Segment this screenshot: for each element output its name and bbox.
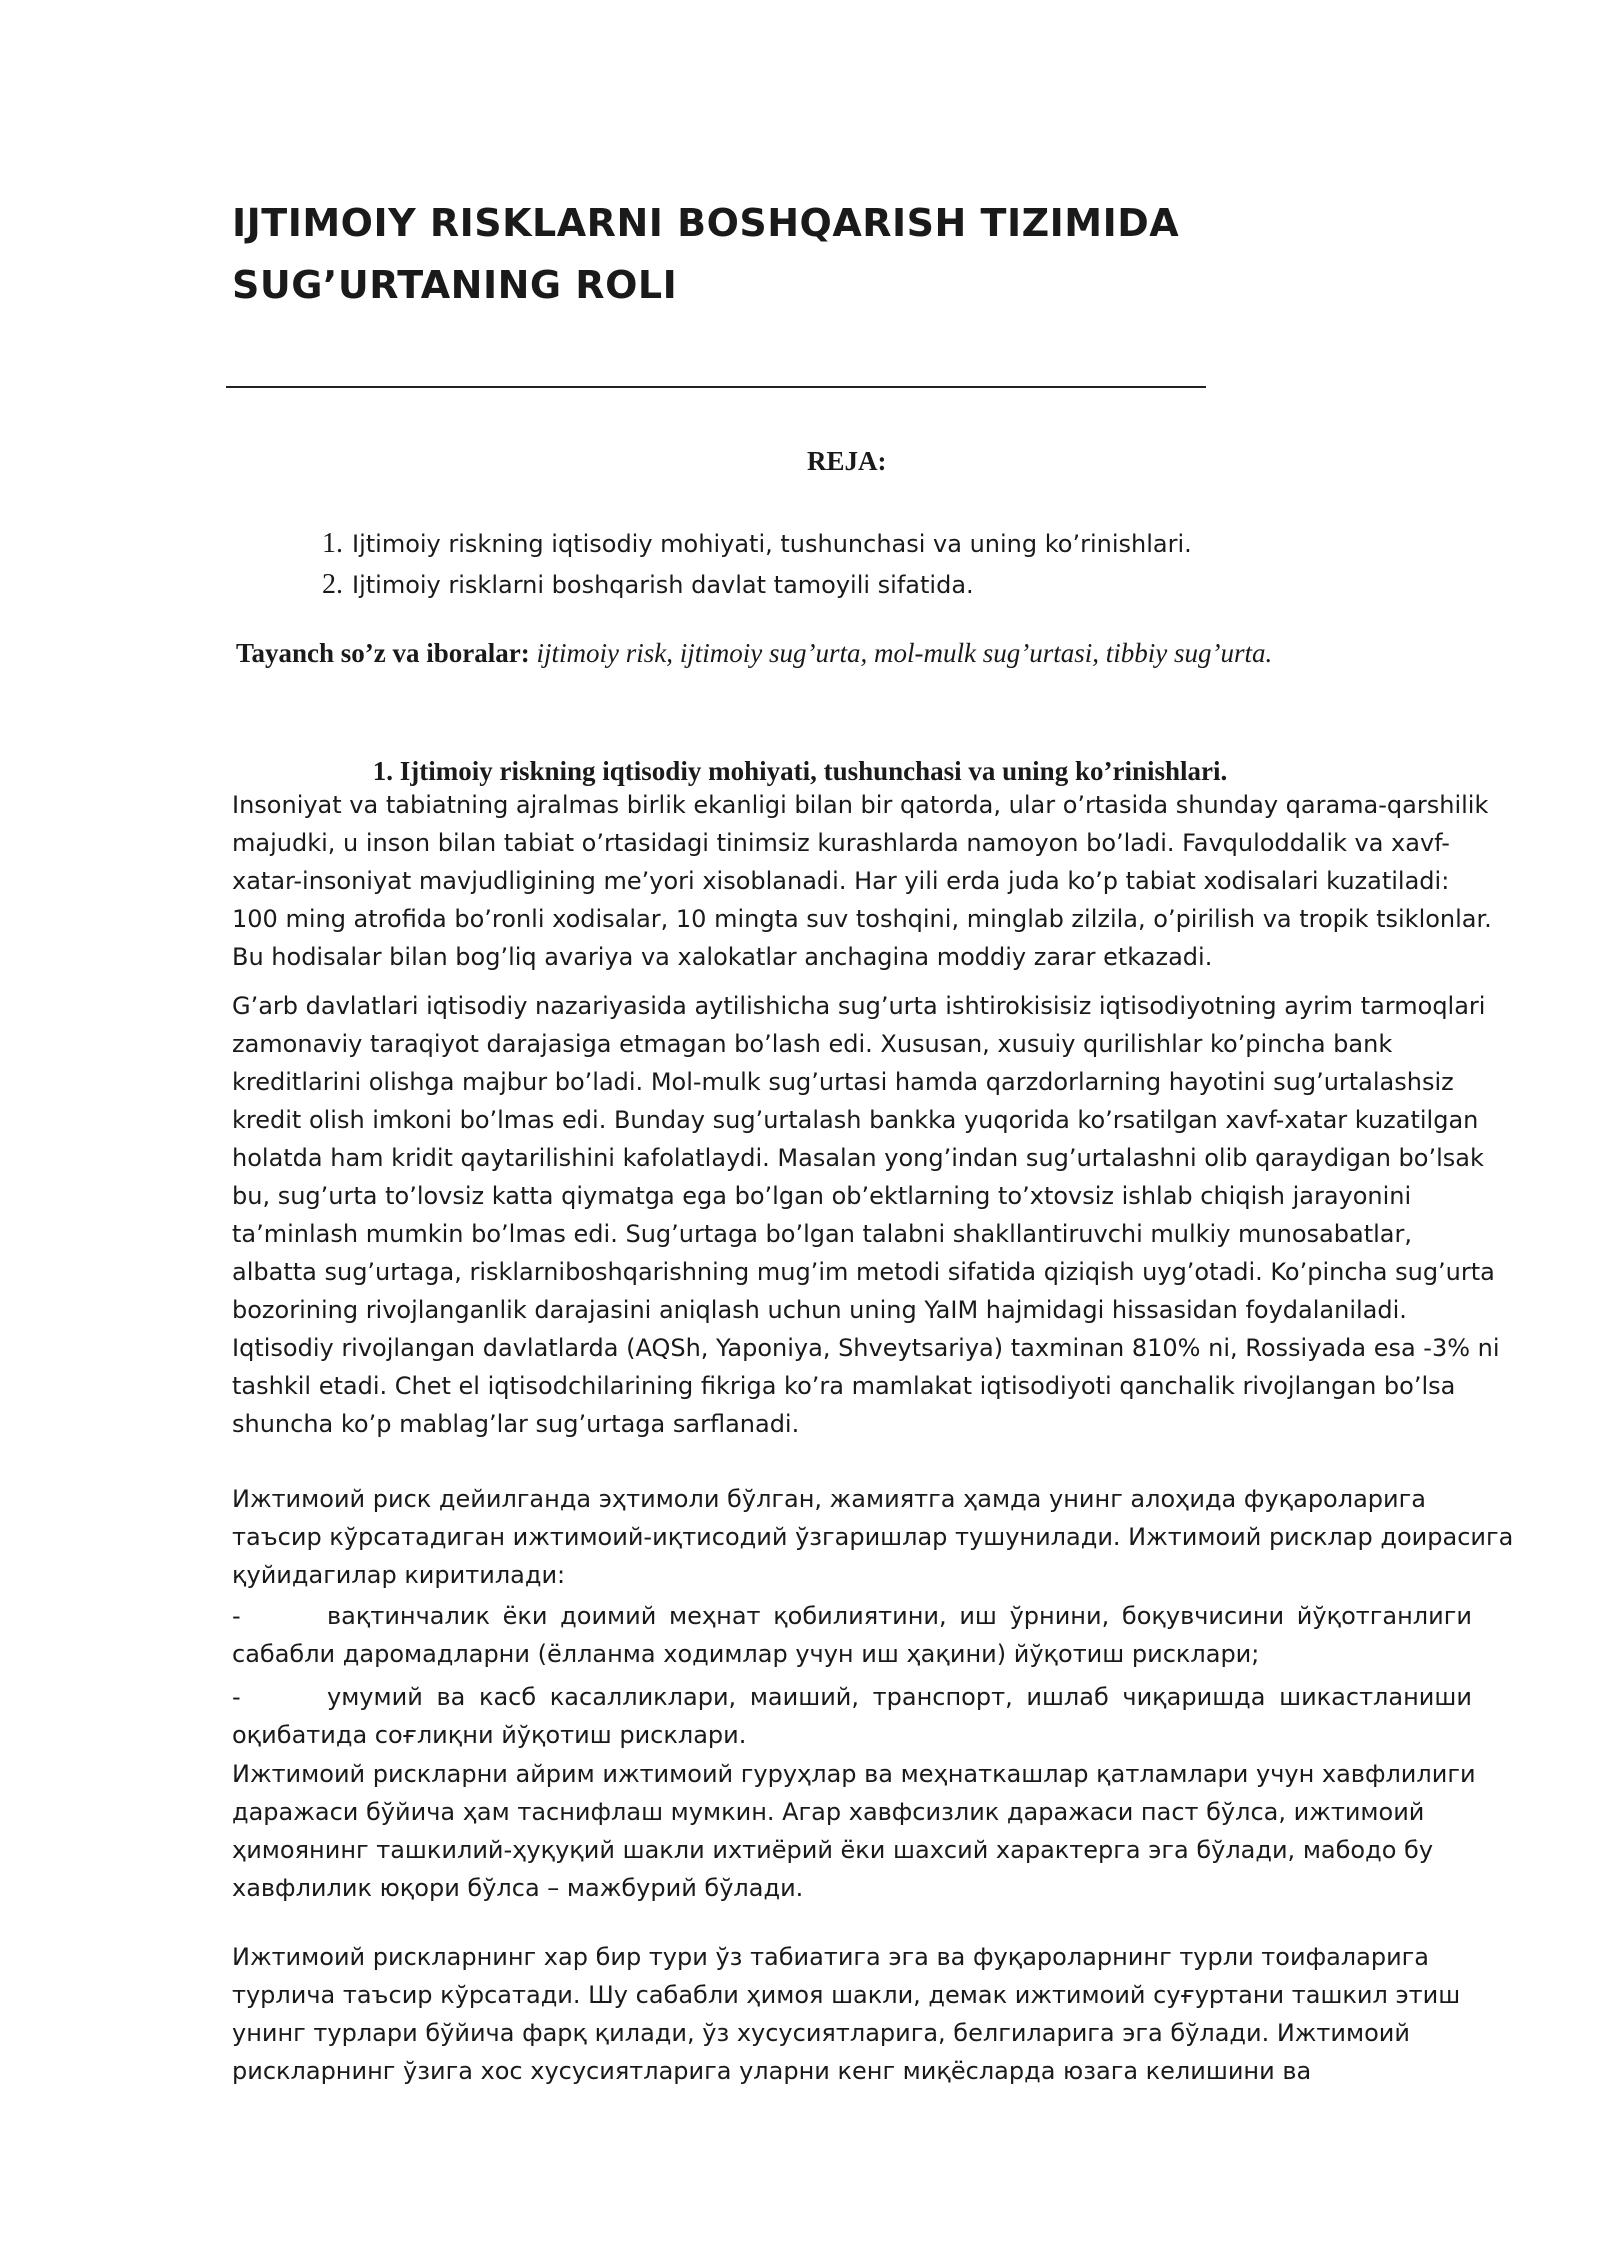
bullet-first-line [232,1597,1472,1635]
bullet-word: ишлаб [1026,1683,1109,1711]
bullet-word: иш [959,1602,997,1630]
paragraph-line: Bu hodisalar bilan bog’liq avariya va xalokatlar anchagina moddiy zarar etkazadi. [232,943,1213,971]
paragraph-line: bu, sug’urta to’lovsiz katta qiymatga ega bo’lgan ob’ektlarning to’xtovsiz ishlab chiqish jarayonini [232,1182,1412,1210]
plan-item-number: 2. [322,569,343,600]
keywords-label: Tayanch so’z va iboralar: [236,638,530,668]
keywords-text: ijtimoiy risk, ijtimoiy sug’urta, mol-mulk sug’urtasi, tibbiy sug’urta. [529,638,1273,668]
bullet-item-1 [232,1597,1472,1673]
plan-item-number: 1. [322,528,343,559]
bullet-dash: - [232,1602,241,1630]
plan-item [322,564,1192,605]
paragraph-line: Ижтимоий рискларни айрим ижтимоий гуруҳлар ва меҳнаткашлар қатламлари учун хавфлилиги [232,1760,1476,1788]
paragraph-line: турлича таъсир кўрсатади. Шу сабабли ҳимоя шакли, демак ижтимоий суғуртани ташкил этиш [232,1981,1461,2009]
plan-item-text: Ijtimoiy riskning iqtisodiy mohiyati, tushunchasi va uning ko’rinishlari. [352,530,1192,558]
paragraph-line: Ижтимоий рискларнинг хар бир тури ўз табиатига эга ва фуқароларнинг турли тоифаларига [232,1943,1429,1971]
paragraph-line: қуйидагилар киритилади: [232,1561,566,1589]
bullet-word: вақтинчалик [327,1602,490,1630]
paragraph-line: таъсир кўрсатадиган ижтимоий-иқтисодий ўзгаришлар тушунилади. Ижтимоий рисклар доирасига [232,1523,1514,1551]
paragraph-line: kreditlarini olishga majbur bo’ladi. Mol-mulk sug’urtasi hamda qarzdorlarning hayotini sug’urtalashsiz [232,1068,1454,1096]
paragraph-line: хавфлилик юқори бўлса – мажбурий бўлади. [232,1874,804,1902]
title-line-2: SUG’URTANING ROLI [232,263,678,307]
paragraph-line: zamonaviy taraqiyot darajasiga etmagan bo’lash edi. Xususan, xusuiy qurilishlar ko’pincha bank [232,1030,1393,1058]
bullet-continuation: сабабли даромадларни (ёлланма ходимлар учун иш ҳақини) йўқотиш рисклари; [232,1640,1260,1668]
paragraph-line: даражаси бўйича ҳам таснифлаш мумкин. Агар хавфсизлик даражаси паст бўлса, ижтимоий [232,1798,1425,1826]
document-title [232,192,1232,316]
bullet-continuation: оқибатида соғлиқни йўқотиш рисклари. [232,1721,747,1749]
paragraph-line: Iqtisodiy rivojlangan davlatlarda (AQSh, Yaponiya, Shveytsariya) taxminan 810% ni, Rossiyada esa -3% ni [232,1334,1500,1362]
paragraph-line: унинг турлари бўйича фарқ қилади, ўз хусусиятларига, белгиларига эга бўлади. Ижтимоий [232,2019,1410,2047]
bullet-justified-words [327,1597,1472,1635]
bullet-word: транспорт, [872,1683,1013,1711]
bullet-word: йўқотганлиги [1296,1602,1472,1630]
keywords-line [236,638,1272,669]
paragraph-line: G’arb davlatlari iqtisodiy nazariyasida aytilishicha sug’urta ishtirokisisiz iqtisodiyotning ayrim tarmoqlari [232,992,1486,1020]
paragraph-line: Insoniyat va tabiatning ajralmas birlik ekanligi bilan bir qatorda, ular o’rtasida shunday qarama-qarshilik [232,791,1489,819]
paragraph-line: bozorining rivojlanganlik darajasini aniqlash uchun uning YaIM hajmidagi hissasidan foydalaniladi. [232,1296,1407,1324]
bullet-word: доимий [560,1602,657,1630]
paragraph-line: Ижтимоий риск дейилганда эҳтимоли бўлган, жамиятга ҳамда унинг алоҳида фуқароларига [232,1485,1426,1513]
bullet-word: ва [436,1683,466,1711]
bullet-word: маиший, [749,1683,860,1711]
paragraph-line: рискларнинг ўзига хос хусусиятларига уларни кенг миқёсларда юзага келишини ва [232,2057,1312,2085]
paragraph-1 [232,786,1492,976]
plan-item-text: Ijtimoiy risklarni boshqarish davlat tamoyili sifatida. [352,571,974,599]
plan-item [322,523,1192,564]
bullet-dash: - [232,1683,241,1711]
paragraph-line: majudki, u inson bilan tabiat o’rtasidagi tinimsiz kurashlarda namoyon bo’ladi. Favquloddalik va xavf- [232,829,1450,857]
paragraph-line: shuncha ko’p mablag’lar sug’urtaga sarflanadi. [232,1410,800,1438]
section-heading: 1. Ijtimoiy riskning iqtisodiy mohiyati, tushunchasi va uning ko’rinishlari. [372,756,1228,786]
paragraph-line: ҳимоянинг ташкилий-ҳуқуқий шакли ихтиёрий ёки шахсий характерга эга бўлади, мабодо бу [232,1836,1434,1864]
paragraph-5 [232,1938,1482,2090]
bullet-word: шикастланиши [1279,1683,1472,1711]
paragraph-3 [232,1480,1514,1594]
bullet-word: касб [478,1683,537,1711]
paragraph-line: ta’minlash mumkin bo’lmas edi. Sug’urtaga bo’lgan talabni shakllantiruvchi mulkiy munosabatlar, [232,1220,1412,1248]
title-underline [226,386,1206,388]
title-line-1: IJTIMOIY RISKLARNI BOSHQARISH TIZIMIDA [232,201,1180,245]
bullet-word: касалликлари, [549,1683,737,1711]
bullet-justified-words [327,1678,1472,1716]
bullet-word: меҳнат [669,1602,761,1630]
paragraph-2 [232,987,1500,1443]
paragraph-line: kredit olish imkoni bo’lmas edi. Bunday sug’urtalash bankka yuqorida ko’rsatilgan xavf-xatar kuzatilgan [232,1106,1479,1134]
paragraph-4 [232,1755,1482,1907]
paragraph-line: tashkil etadi. Chet el iqtisodchilarining fikriga ko’ra mamlakat iqtisodiyoti qanchalik rivojlangan bo’lsa [232,1372,1456,1400]
bullet-item-2 [232,1678,1472,1754]
plan-list [322,523,1192,605]
bullet-first-line [232,1678,1472,1716]
plan-heading: REJA: [807,446,887,476]
bullet-word: ёки [502,1602,548,1630]
paragraph-line: holatda ham kridit qaytarilishini kafolatlaydi. Masalan yong’indan sug’urtalashni olib qaraydigan bo’lsak [232,1144,1484,1172]
bullet-word: умумий [327,1683,423,1711]
bullet-word: ўрнини, [1009,1602,1110,1630]
bullet-word: чиқаришда [1122,1683,1266,1711]
paragraph-line: 100 ming atrofida bo’ronli xodisalar, 10 mingta suv toshqini, minglab zilzila, o’pirilish va tropik tsiklonlar. [232,905,1492,933]
bullet-word: қобилиятини, [773,1602,947,1630]
paragraph-line: albatta sug’urtaga, risklarniboshqarishning mug’im metodi sifatida qiziqish uyg’otadi. Ko’pincha sug’urta [232,1258,1495,1286]
bullet-word: боқувчисини [1121,1602,1285,1630]
paragraph-line: xatar-insoniyat mavjudligining me’yori xisoblanadi. Har yili erda juda ko’p tabiat xodisalari kuzatiladi: [232,867,1450,895]
